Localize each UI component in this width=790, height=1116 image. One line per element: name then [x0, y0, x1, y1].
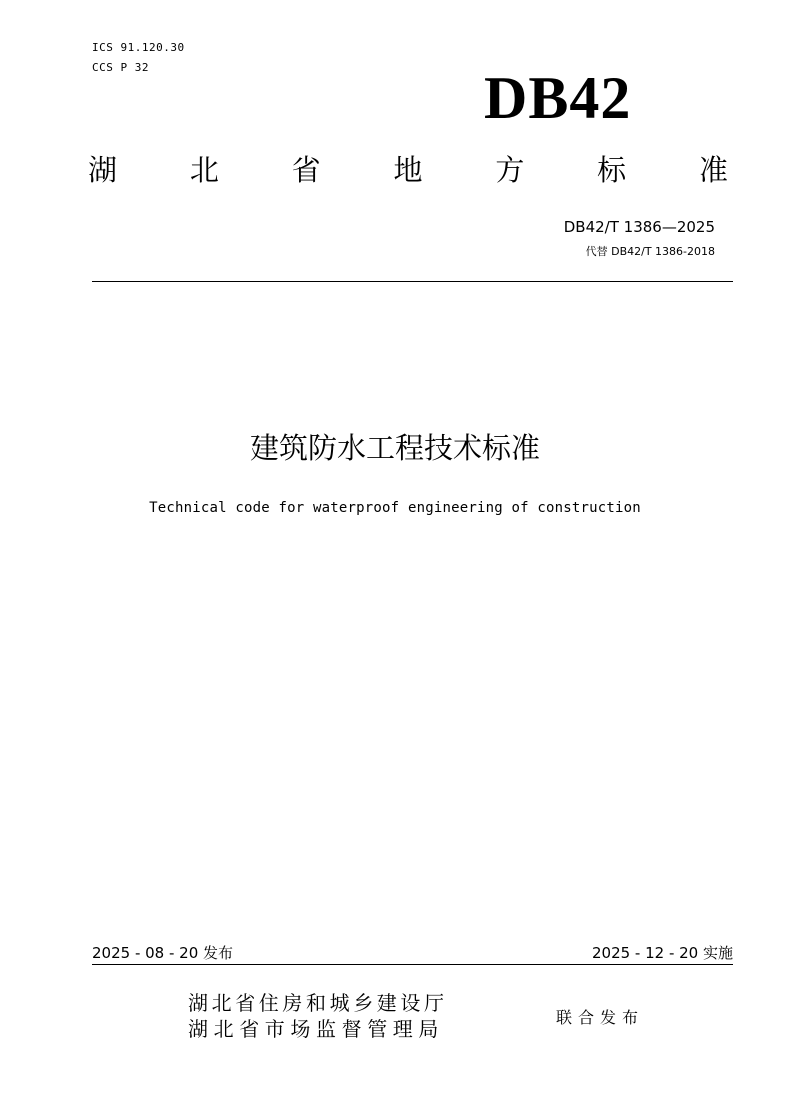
document-title-english: Technical code for waterproof engineering of construction — [149, 500, 641, 516]
standard-number: DB42/T 1386—2025 — [563, 218, 715, 236]
ccs-code: CCS P 32 — [92, 61, 149, 74]
db42-logo: DB42 — [484, 65, 632, 131]
standard-type-char: 标 — [597, 153, 627, 187]
bottom-divider — [92, 964, 733, 965]
standard-type-char: 北 — [189, 153, 219, 187]
issuer-housing-department: 湖北省住房和城乡建设厅 — [188, 991, 448, 1015]
replaces-standard: 代替 DB42/T 1386-2018 — [585, 245, 715, 258]
standard-type-char: 省 — [291, 153, 321, 187]
ics-code: ICS 91.120.30 — [92, 41, 185, 54]
implement-date: 2025 - 12 - 20 实施 — [591, 944, 733, 962]
standard-type-char: 方 — [495, 153, 525, 187]
standard-type-char: 准 — [698, 153, 728, 187]
joint-publish-label: 联合发布 — [556, 1008, 645, 1027]
publish-date: 2025 - 08 - 20 发布 — [92, 944, 234, 962]
issuer-market-regulation: 湖北省市场监督管理局 — [188, 1017, 444, 1041]
document-title-chinese: 建筑防水工程技术标准 — [249, 431, 540, 465]
top-divider — [92, 281, 733, 282]
standard-type-char: 地 — [393, 153, 423, 187]
standard-type-heading — [88, 150, 728, 190]
issuing-authorities — [188, 990, 448, 1042]
standard-type-char: 湖 — [88, 153, 118, 187]
